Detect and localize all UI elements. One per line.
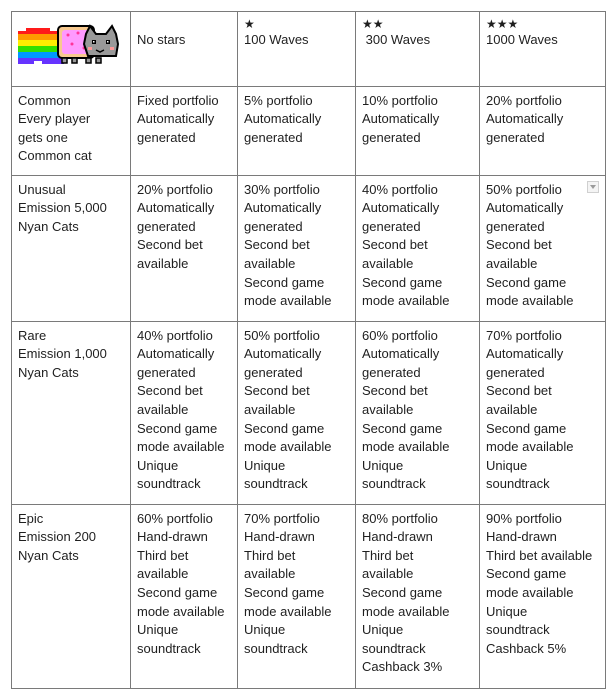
- reward-cell: [480, 504, 606, 688]
- reward-text: Automatically: [244, 111, 322, 127]
- reward-text: Second bet: [486, 383, 552, 399]
- reward-text: available: [137, 566, 189, 582]
- header-label: No stars: [137, 32, 186, 47]
- reward-text: Second bet: [486, 237, 552, 253]
- rarity-cell: [12, 321, 131, 504]
- reward-text: mode available: [486, 293, 574, 309]
- reward-text: Automatically: [362, 111, 440, 127]
- reward-text: mode available: [486, 584, 574, 600]
- reward-text: available: [244, 401, 296, 417]
- reward-text: Unique: [137, 622, 179, 638]
- reward-text: Second game: [244, 274, 325, 290]
- reward-text: generated: [362, 364, 421, 380]
- reward-text: 30% portfolio: [244, 181, 320, 197]
- reward-text: Automatically: [362, 346, 440, 362]
- reward-text: mode available: [486, 439, 574, 455]
- reward-text: Hand-drawn: [486, 529, 557, 545]
- reward-text: available: [362, 401, 414, 417]
- header-cell-300-waves: [356, 12, 480, 87]
- reward-text: Cashback 3%: [362, 659, 443, 675]
- reward-text: 20% portfolio: [137, 181, 213, 197]
- reward-text: Second game: [244, 420, 325, 436]
- reward-text: Second game: [137, 584, 218, 600]
- reward-text: mode available: [362, 293, 450, 309]
- reward-text: 50% portfolio: [486, 181, 562, 197]
- reward-text: Second game: [362, 274, 443, 290]
- reward-text: Second bet: [137, 383, 203, 399]
- reward-text: generated: [362, 129, 421, 145]
- reward-text: generated: [486, 364, 545, 380]
- rarity-text: Emission 1,000: [18, 346, 107, 362]
- reward-text: available: [362, 566, 414, 582]
- reward-text: 10% portfolio: [362, 92, 438, 108]
- reward-text: mode available: [244, 293, 332, 309]
- reward-cell: [356, 86, 480, 175]
- reward-text: available: [244, 255, 296, 271]
- reward-text: available: [244, 566, 296, 582]
- reward-text: generated: [137, 129, 196, 145]
- reward-text: Third bet available: [486, 547, 593, 563]
- reward-cell: [480, 86, 606, 175]
- reward-cell: [131, 504, 238, 688]
- reward-cell: [238, 86, 356, 175]
- reward-text: Automatically: [486, 200, 564, 216]
- table-row-common: [12, 86, 606, 175]
- reward-text: 40% portfolio: [137, 327, 213, 343]
- reward-text: Automatically: [137, 346, 215, 362]
- reward-text: Third bet: [244, 547, 296, 563]
- reward-text: 90% portfolio: [486, 510, 562, 526]
- header-label: 300 Waves: [362, 32, 431, 47]
- reward-cell: [480, 175, 606, 321]
- reward-text: 60% portfolio: [362, 327, 438, 343]
- reward-text: 40% portfolio: [362, 181, 438, 197]
- header-label: 1000 Waves: [486, 32, 558, 47]
- reward-text: soundtrack: [362, 640, 426, 656]
- reward-text: mode available: [362, 603, 450, 619]
- reward-text: generated: [486, 218, 545, 234]
- reward-cell: [131, 321, 238, 504]
- reward-text: available: [137, 255, 189, 271]
- reward-text: Automatically: [486, 111, 564, 127]
- star-rating: ★: [244, 17, 255, 31]
- reward-text: Unique: [486, 457, 528, 473]
- header-cell-no-stars: [131, 12, 238, 87]
- rarity-text: Nyan Cats: [18, 364, 79, 380]
- reward-text: soundtrack: [486, 622, 550, 638]
- reward-text: soundtrack: [137, 476, 201, 492]
- reward-text: mode available: [137, 603, 225, 619]
- rarity-text: Every player: [18, 111, 91, 127]
- rarity-cell: [12, 504, 131, 688]
- reward-text: Unique: [486, 603, 528, 619]
- reward-text: Unique: [137, 457, 179, 473]
- reward-text: Second game: [486, 420, 567, 436]
- reward-text: generated: [486, 129, 545, 145]
- reward-text: Second bet: [244, 237, 310, 253]
- reward-text: Second bet: [362, 237, 428, 253]
- star-rating: ★★★: [486, 17, 519, 31]
- star-rating: [137, 17, 237, 31]
- reward-text: Automatically: [362, 200, 440, 216]
- reward-text: Second game: [362, 584, 443, 600]
- reward-text: Hand-drawn: [362, 529, 433, 545]
- reward-text: available: [362, 255, 414, 271]
- reward-text: Automatically: [244, 200, 322, 216]
- reward-text: Automatically: [137, 200, 215, 216]
- reward-text: generated: [244, 364, 303, 380]
- reward-text: generated: [137, 218, 196, 234]
- reward-cell: [356, 504, 480, 688]
- reward-text: Second bet: [362, 383, 428, 399]
- nyan-cat-icon: [12, 12, 130, 80]
- reward-text: 50% portfolio: [244, 327, 320, 343]
- rarity-rewards-table: [11, 11, 606, 689]
- table-row-epic: [12, 504, 606, 688]
- rarity-text: Common: [18, 92, 71, 108]
- rarity-text: Nyan Cats: [18, 218, 79, 234]
- rarity-cell: [12, 175, 131, 321]
- reward-cell: [131, 86, 238, 175]
- reward-text: generated: [244, 129, 303, 145]
- rarity-text: Common cat: [18, 148, 92, 164]
- reward-text: available: [486, 401, 538, 417]
- rarity-cell: [12, 86, 131, 175]
- reward-text: 60% portfolio: [137, 510, 213, 526]
- reward-text: mode available: [137, 439, 225, 455]
- reward-text: Second game: [486, 566, 567, 582]
- reward-cell: [238, 504, 356, 688]
- rarity-text: Nyan Cats: [18, 547, 79, 563]
- table-row-unusual: [12, 175, 606, 321]
- reward-text: 80% portfolio: [362, 510, 438, 526]
- reward-text: soundtrack: [362, 476, 426, 492]
- reward-text: Hand-drawn: [244, 529, 315, 545]
- reward-text: Second bet: [244, 383, 310, 399]
- header-cell-100-waves: [238, 12, 356, 87]
- reward-text: generated: [244, 218, 303, 234]
- reward-text: 5% portfolio: [244, 92, 313, 108]
- reward-text: Unique: [244, 622, 286, 638]
- reward-text: Automatically: [486, 346, 564, 362]
- table-header-row: [12, 12, 606, 87]
- reward-text: 20% portfolio: [486, 92, 562, 108]
- reward-text: soundtrack: [137, 640, 201, 656]
- dropdown-arrow-icon[interactable]: [587, 181, 599, 193]
- rarity-text: Epic: [18, 510, 44, 526]
- reward-text: soundtrack: [244, 476, 308, 492]
- reward-text: generated: [362, 218, 421, 234]
- reward-text: Second game: [137, 420, 218, 436]
- reward-text: soundtrack: [486, 476, 550, 492]
- reward-text: Fixed portfolio: [137, 92, 219, 108]
- reward-cell: [356, 175, 480, 321]
- table-row-rare: [12, 321, 606, 504]
- reward-text: 70% portfolio: [486, 327, 562, 343]
- reward-text: Unique: [362, 457, 404, 473]
- reward-cell: [238, 175, 356, 321]
- reward-text: available: [137, 401, 189, 417]
- header-cell-1000-waves: [480, 12, 606, 87]
- reward-text: 70% portfolio: [244, 510, 320, 526]
- reward-text: Second game: [362, 420, 443, 436]
- reward-text: Third bet: [137, 547, 189, 563]
- reward-text: Cashback 5%: [486, 640, 567, 656]
- reward-text: mode available: [362, 439, 450, 455]
- nyan-cat-logo-cell: [12, 12, 131, 87]
- reward-text: Second game: [244, 584, 325, 600]
- reward-text: Hand-drawn: [137, 529, 208, 545]
- rarity-text: Emission 5,000: [18, 200, 107, 216]
- rarity-text: Unusual: [18, 181, 66, 197]
- reward-cell: [131, 175, 238, 321]
- reward-text: Third bet: [362, 547, 414, 563]
- reward-text: Automatically: [244, 346, 322, 362]
- reward-cell: [356, 321, 480, 504]
- reward-text: Unique: [244, 457, 286, 473]
- reward-cell: [480, 321, 606, 504]
- reward-text: generated: [137, 364, 196, 380]
- star-rating: ★★: [362, 17, 384, 31]
- rarity-text: Emission 200: [18, 529, 97, 545]
- reward-text: mode available: [244, 439, 332, 455]
- rarity-text: Rare: [18, 327, 47, 343]
- reward-cell: [238, 321, 356, 504]
- reward-text: Second bet: [137, 237, 203, 253]
- reward-text: mode available: [244, 603, 332, 619]
- reward-text: Unique: [362, 622, 404, 638]
- reward-text: Second game: [486, 274, 567, 290]
- reward-text: Automatically: [137, 111, 215, 127]
- reward-text: soundtrack: [244, 640, 308, 656]
- header-label: 100 Waves: [244, 32, 309, 47]
- rarity-text: gets one: [18, 129, 68, 145]
- reward-text: available: [486, 255, 538, 271]
